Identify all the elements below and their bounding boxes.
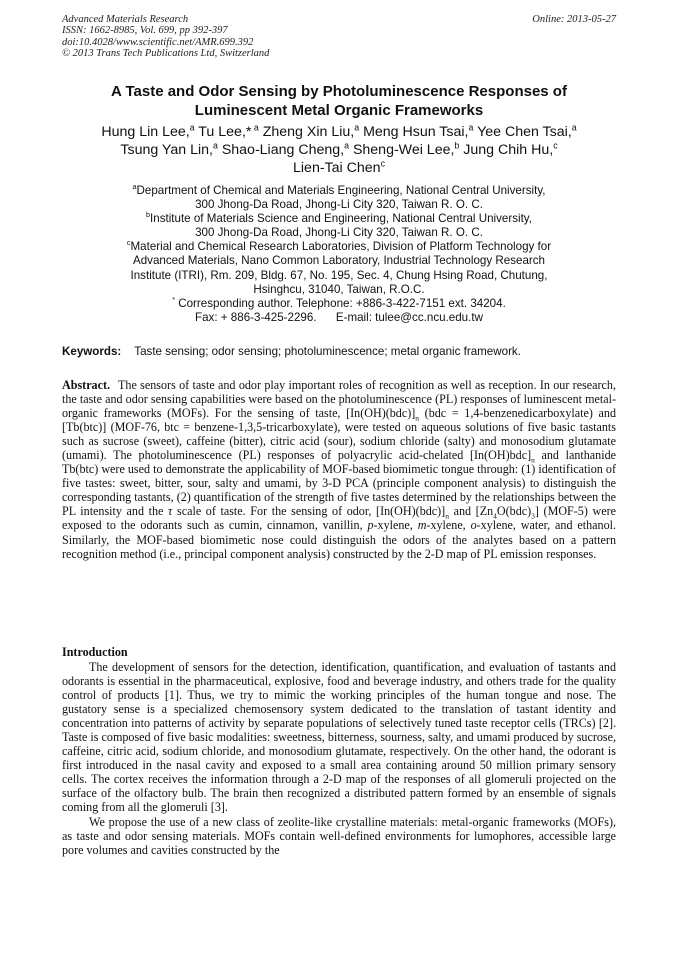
intro-paragraph-1: The development of sensors for the detection, identification, quantification, and evaluation of tastants and odorants is essential in the pharmaceutical, explosive, food and beverage industry, and others trade for the quality control of products [1]. Thus, we try to mimic the working principles of the human tongue and nose. The gustatory sense is a specialized chemosensory system dedicated to the translation of tastant identity and concentration into patterns of activity by separate populations of selectively tuned taste receptor cells (TRCs) [2]. Taste is composed of five basic modalities: sweetness, bitterness, sourness, salty, and umami produced by sucrose, caffeine, citric acid, sodium chloride, and monosodium glutamate, respectively. On the other hand, the odorant is first introduced in the nasal cavity and exposed to a small area containing around 50 million primary sensory cells. The cortex receives the information through a 2-D map of the responses of all glomeruli projected on the surface of the olfactory bulb. The brain then recognized a distributed pattern formed by an ensemble of signals coming from all the glomeruli [3].	[62, 660, 616, 815]
author-affil-mark: a	[212, 140, 218, 151]
author-affil-mark: a	[354, 122, 360, 133]
abstract-text: -xylene,	[426, 518, 471, 533]
corresponding-author	[40, 294, 638, 311]
abstract-text: The sensors of taste and odor play important roles of recognition as well as reception. In our research, the taste and odor sensing capabilities were based on the photoluminescence (PL) responses of luminescent metal-organic frameworks (MOFs). For the sensing of taste, [In(OH)(bdc)]	[62, 378, 616, 421]
journal-copyright: © 2013 Trans Tech Publications Ltd, Switzerland	[62, 48, 270, 60]
author-line-1	[30, 123, 648, 141]
title-line-2: Luminescent Metal Organic Frameworks	[194, 102, 484, 119]
affiliation-c-line-2: Advanced Materials, Nano Common Laboratory, Industrial Technology Research	[132, 254, 545, 268]
subscript: n	[445, 511, 449, 521]
journal-doi: doi:10.4028/www.scientific.net/AMR.699.392	[62, 36, 254, 48]
journal-header	[62, 14, 616, 60]
author-affil-mark: a	[189, 122, 195, 133]
abstract-text: and [Zn	[448, 504, 494, 519]
subscript: n	[531, 455, 535, 465]
abstract-text: -xylene,	[373, 518, 418, 533]
author-name: Zheng Xin Liu,	[262, 124, 355, 140]
affiliation-a-line-2: 300 Jhong-Da Road, Jhong-Li City 320, Taiwan R. O. C.	[195, 198, 483, 212]
keywords	[62, 345, 616, 359]
abstract-text: scale of taste. For the sensing of odor, [In(OH)(bdc)]	[172, 504, 446, 519]
affil-text: Material and Chemical Research Laboratories, Division of Platform Technology for	[130, 240, 552, 254]
affil-text: Institute of Materials Science and Engineering, National Central University,	[150, 212, 532, 226]
affil-text: Department of Chemical and Materials Engineering, National Central University,	[136, 184, 546, 197]
author-name: Sheng-Wei Lee,	[352, 142, 455, 158]
affil-mark: b	[146, 210, 151, 220]
keywords-text: Taste sensing; odor sensing; photoluminescence; metal organic framework.	[134, 345, 521, 358]
abstract	[62, 378, 616, 561]
affil-mark: a	[132, 182, 137, 192]
author-affil-mark: b	[454, 140, 460, 151]
author-name: Tsung Yan Lin,	[120, 142, 213, 158]
affiliation-a-line-1	[40, 184, 638, 198]
author-name: Hung Lin Lee,	[101, 124, 190, 140]
subscript: 4	[493, 511, 497, 521]
affil-mark: c	[126, 238, 131, 248]
affil-mark: *	[172, 294, 175, 304]
author-name: Meng Hsun Tsai,	[363, 124, 469, 140]
affiliation-c-line-1	[40, 240, 638, 254]
journal-issn: ISSN: 1662-8985, Vol. 699, pp 392-397	[62, 25, 228, 37]
subscript: 3	[531, 511, 535, 521]
affiliations	[40, 184, 638, 325]
abstract-label: Abstract.	[62, 378, 111, 392]
author-name: Shao-Liang Cheng,	[221, 142, 345, 158]
affiliation-c-line-3: Institute (ITRI), Rm. 209, Bldg. 67, No. 195, Sec. 4, Chung Hsing Road, Chutung,	[130, 268, 548, 282]
abstract-text: (bdc = 1,4-benzenedicarboxylate) and [Tb(btc)] (MOF-76, btc = benzene-1,3,5-tricarboxylate), were tested on aqueous solutions of five basic tastants such as sucrose (sweet), caffeine (bitter), citric acid (sour), sodium chloride (salty) and monosodium glutamate (umami). The photoluminescence (PL) responses of polyacrylic acid-chelated [In(OH)bdc]	[62, 406, 616, 463]
abstract-text: O(bdc)	[496, 504, 532, 519]
fax-email: Fax: + 886-3-425-2296. E-mail: tulee@cc.ncu.edu.tw	[195, 310, 483, 324]
author-name: Lien-Tai Chen	[293, 160, 381, 176]
abstract-text: ] (MOF-5) were exposed to the odorants such as cumin, cinnamon, vanillin,	[62, 504, 616, 533]
author-affil-mark: a	[571, 122, 577, 133]
introduction-heading: Introduction	[62, 645, 128, 659]
author-list	[30, 123, 648, 177]
author-affil-mark: a	[251, 122, 259, 133]
abstract-text: -xylene, water, and ethanol. Similarly, the MOF-based biomimetic nose could distinguish the odors of the analytes based on a pattern recognition method (i.e., principal component analysis) constructed by the 2-D map of PL emission responses.	[62, 518, 617, 561]
subscript: n	[415, 413, 420, 423]
affil-text: Corresponding author. Telephone: +886-3-422-7151 ext. 34204.	[178, 296, 506, 310]
title-line-1: A Taste and Odor Sensing by Photoluminescence Responses of	[111, 83, 567, 100]
author-name: Yee Chen Tsai,	[477, 124, 572, 140]
author-line-3	[30, 159, 648, 177]
affiliation-b-line-1	[40, 212, 638, 226]
affiliation-c-line-4: Hsinghcu, 31040, Taiwan, R.O.C.	[253, 282, 425, 296]
italic-prefix: p	[367, 518, 374, 533]
intro-paragraph-2: We propose the use of a new class of zeolite-like crystalline materials: metal-organic frameworks (MOFs), as taste and odor sensing materials. MOFs contain well-defined environments for lumophores, accessible large pore volumes and cavities constructed by the	[62, 814, 616, 857]
affiliation-b-line-2: 300 Jhong-Da Road, Jhong-Li City 320, Taiwan R. O. C.	[195, 226, 483, 240]
author-affil-mark: c	[380, 158, 385, 169]
paper-title	[40, 82, 638, 120]
italic-prefix: m	[417, 518, 427, 533]
italic-prefix: o	[470, 518, 477, 533]
online-date: Online: 2013-05-27	[532, 14, 616, 25]
author-affil-mark: c	[553, 140, 558, 151]
abstract-text: and lanthanide Tb(btc) were used to demonstrate the applicability of MOF-based biomimetic tongue through: (1) identification of five tastes: sweet, bitter, sour, salty and umami, by 3-D PCA (principle component analysis) to distinguish the corresponding tastants, (2) quantification of the strength of five tastes determined by the relationships between the PL intensity and the	[62, 448, 616, 519]
author-name: Jung Chih Hu,	[463, 142, 554, 158]
author-affil-mark: a	[344, 140, 349, 151]
author-name: Tu Lee,*	[198, 124, 252, 140]
journal-name: Advanced Materials Research	[62, 14, 189, 25]
author-line-2	[30, 141, 648, 159]
keywords-label: Keywords:	[62, 345, 122, 358]
author-affil-mark: a	[468, 122, 474, 133]
introduction-body	[62, 660, 616, 857]
tau-symbol: τ	[168, 504, 173, 519]
